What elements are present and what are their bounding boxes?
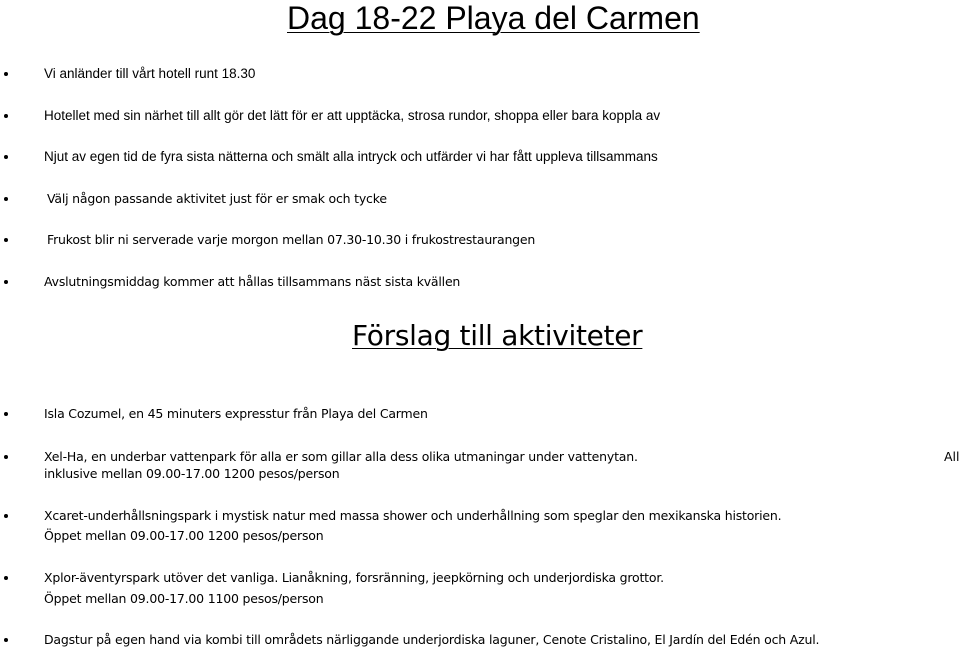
bullet-icon	[4, 72, 8, 76]
section-title: Förslag till aktiviteter	[352, 319, 643, 352]
activity-text: Isla Cozumel, en 45 minuters expresstur från Playa del Carmen	[44, 406, 428, 421]
bullet-icon	[4, 238, 8, 242]
list-item-text: Avslutningsmiddag kommer att hållas tillsammans näst sista kvällen	[44, 274, 461, 289]
activity-detail: Öppet mellan 09.00-17.00 1100 pesos/person	[44, 591, 324, 606]
activity-text: Xcaret-underhållsningspark i mystisk natur med massa shower och underhållning som speglar den mexikanska historien.	[44, 508, 782, 523]
list-item-text: Hotellet med sin närhet till allt gör det lätt för er att upptäcka, strosa rundor, shoppa eller bara koppla av	[44, 108, 661, 123]
bullet-icon	[4, 514, 8, 518]
bullet-icon	[4, 412, 8, 416]
bullet-icon	[4, 280, 8, 284]
bullet-icon	[4, 197, 8, 201]
activity-text: Dagstur på egen hand via kombi till områdets närliggande underjordiska laguner, Cenote Cristalino, El Jardín del Edén och Azul.	[44, 632, 820, 647]
activity-text: Xplor-äventyrspark utöver det vanliga. Lianåkning, forsränning, jeepkörning och underjordiska grottor.	[44, 570, 664, 585]
overflow-word: All	[944, 449, 960, 464]
bullet-icon	[4, 155, 8, 159]
bullet-icon	[4, 114, 8, 118]
bullet-icon	[4, 576, 8, 580]
bullet-icon	[4, 638, 8, 642]
list-item-text: Njut av egen tid de fyra sista nätterna och smält alla intryck och utfärder vi har fått uppleva tillsammans	[44, 149, 658, 164]
bullet-icon	[4, 455, 8, 459]
activity-detail: inklusive mellan 09.00-17.00 1200 pesos/person	[44, 466, 340, 481]
list-item-text: Välj någon passande aktivitet just för er smak och tycke	[47, 191, 387, 206]
list-item-text: Frukost blir ni serverade varje morgon mellan 07.30-10.30 i frukostrestaurangen	[47, 232, 536, 247]
activity-text: Xel-Ha, en underbar vattenpark för alla er som gillar alla dess olika utmaningar under vattenytan.	[44, 449, 638, 464]
list-item-text: Vi anländer till vårt hotell runt 18.30	[44, 66, 256, 81]
page-title: Dag 18-22 Playa del Carmen	[287, 0, 700, 36]
activity-detail: Öppet mellan 09.00-17.00 1200 pesos/person	[44, 528, 324, 543]
